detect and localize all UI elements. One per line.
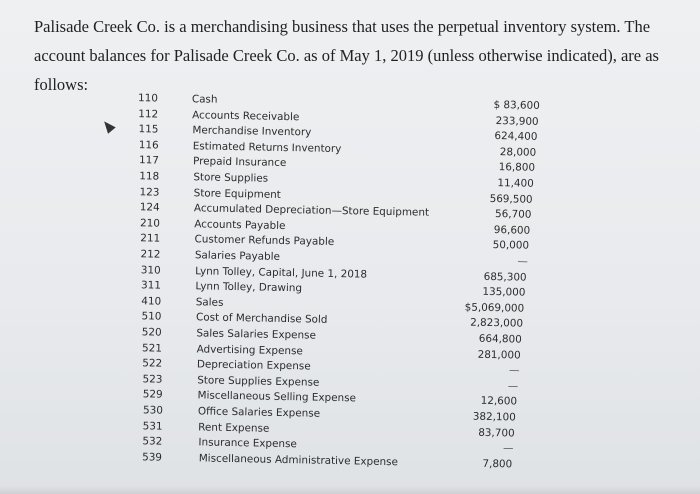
account-name: Miscellaneous Selling Expense (197, 389, 357, 405)
account-number: 116 (138, 138, 159, 152)
account-name: Cash (191, 93, 218, 106)
account-balance: 56,700 (494, 208, 532, 221)
account-balance: 7,800 (482, 457, 513, 471)
account-number: 539 (142, 451, 163, 464)
account-name: Accounts Payable (194, 218, 286, 232)
account-balance: 50,000 (492, 239, 530, 253)
account-balances-list (123, 92, 570, 472)
account-name: Office Salaries Expense (197, 405, 321, 420)
account-balance: — (508, 364, 520, 377)
account-name: Insurance Expense (198, 436, 297, 451)
account-name: Rent Expense (198, 420, 270, 435)
account-balance: 16,800 (498, 161, 536, 175)
account-balance: $5,069,000 (464, 301, 525, 315)
account-number: 123 (139, 185, 160, 199)
account-number: 311 (140, 279, 161, 292)
account-name: Accounts Receivable (192, 108, 300, 123)
account-number: 410 (141, 295, 162, 308)
account-balance: 569,500 (489, 192, 533, 206)
account-number: 529 (142, 388, 163, 402)
problem-statement: Palisade Creek Co. is a merchandising business that uses the perpetual inventory system. The account balances for Palisade Creek Co. as of May 1, 2019 (unless otherwise indicated), are as follows: (34, 17, 659, 94)
account-number: 521 (141, 341, 162, 355)
account-name: Store Equipment (193, 186, 281, 201)
account-name: Customer Refunds Payable (194, 233, 335, 249)
account-number: 530 (142, 404, 164, 417)
account-name: Prepaid Insurance (192, 155, 287, 170)
account-number: 520 (141, 326, 162, 339)
account-number: 310 (140, 263, 161, 277)
account-name: Salaries Payable (194, 249, 281, 263)
account-balance: — (517, 255, 528, 268)
account-name: Cost of Merchandise Sold (195, 311, 328, 327)
account-name: Estimated Returns Inventory (192, 140, 342, 155)
account-number: 211 (140, 232, 161, 245)
account-balance: $ 83,600 (493, 98, 540, 112)
account-balance: 83,700 (478, 426, 515, 440)
account-name: Accumulated Depreciation—Store Equipment (193, 202, 430, 219)
account-balance: 96,600 (493, 223, 531, 237)
account-balance: 281,000 (477, 348, 521, 362)
account-name: Store Supplies (193, 171, 269, 185)
account-number: 117 (138, 154, 159, 167)
account-number: 115 (138, 123, 159, 136)
account-name: Sales (195, 296, 224, 309)
account-name: Sales Salaries Expense (196, 327, 317, 342)
account-balance: 685,300 (483, 270, 527, 284)
account-balance: 28,000 (499, 145, 537, 159)
account-name: Lynn Tolley, Capital, June 1, 2018 (195, 264, 368, 281)
account-name: Lynn Tolley, Drawing (195, 280, 303, 295)
account-balance: 233,900 (495, 114, 539, 128)
account-number: 112 (138, 107, 159, 121)
account-balance: 2,823,000 (470, 316, 524, 330)
account-balance: 382,100 (472, 410, 516, 424)
account-number: 118 (139, 170, 160, 183)
page-bottom-shadow (0, 486, 700, 494)
account-balance: 135,000 (482, 285, 526, 299)
account-balance: 664,800 (478, 332, 522, 346)
account-name: Merchandise Inventory (192, 124, 312, 139)
account-number: 531 (142, 419, 163, 433)
account-name: Miscellaneous Administrative Expense (198, 452, 399, 469)
account-number: 124 (139, 201, 160, 214)
account-number: 523 (142, 373, 163, 386)
account-number: 522 (142, 357, 163, 370)
account-balance: 12,600 (480, 395, 518, 408)
account-name: Advertising Expense (196, 342, 303, 357)
account-number: 110 (137, 92, 158, 105)
account-number: 210 (139, 217, 160, 230)
account-balance: — (502, 442, 514, 455)
account-balance: 624,400 (494, 130, 538, 144)
mouse-pointer-icon (100, 118, 115, 134)
account-number: 532 (142, 435, 163, 448)
account-name: Store Supplies Expense (197, 374, 320, 389)
account-number: 212 (140, 248, 161, 261)
account-balance: — (507, 380, 519, 393)
account-name: Depreciation Expense (196, 358, 311, 373)
account-number: 510 (141, 310, 162, 324)
account-balance: 11,400 (497, 177, 534, 190)
